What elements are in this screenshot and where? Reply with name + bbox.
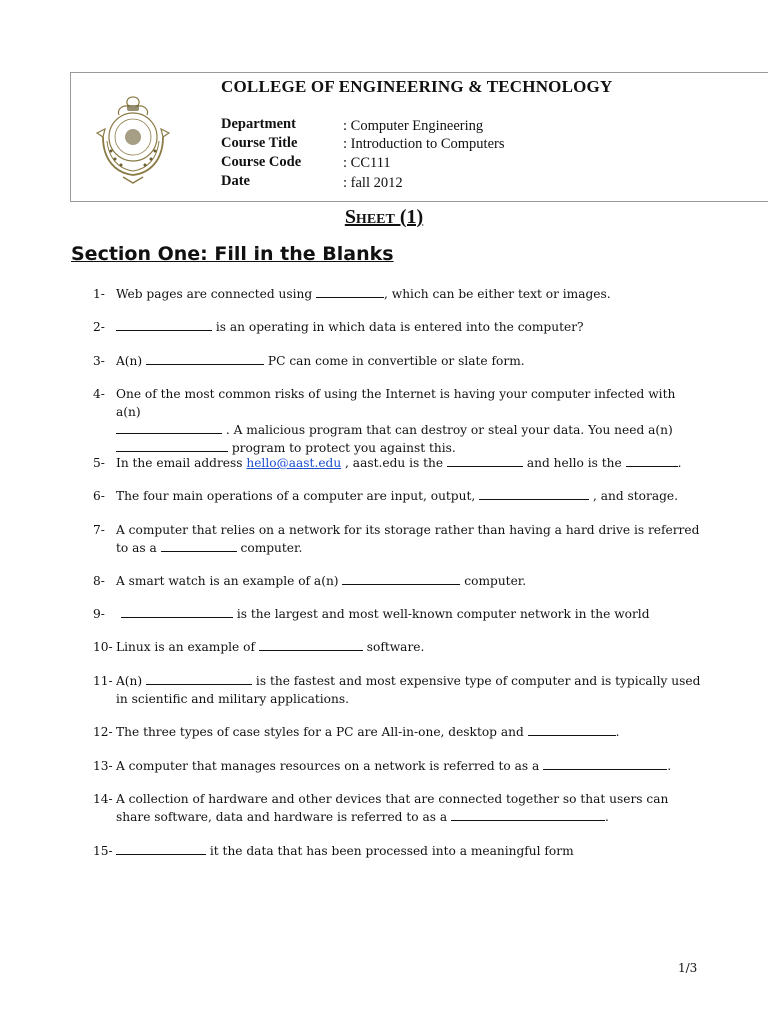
- question-14: [93, 790, 703, 826]
- sheet-title: Sheet (1): [344, 206, 424, 228]
- question-text: .: [605, 810, 609, 824]
- question-2: [93, 318, 703, 336]
- question-number: 12-: [93, 725, 113, 739]
- answer-blank[interactable]: [447, 455, 523, 467]
- question-text: A smart watch is an example of a(n): [116, 574, 343, 588]
- question-number: 3-: [93, 354, 105, 368]
- answer-blank[interactable]: [146, 673, 252, 685]
- question-text: A collection of hardware and other devices that are connected together so that users can share software, data and hardware is referred to as a: [116, 792, 669, 824]
- question-text: computer.: [460, 574, 527, 588]
- question-number: 4-: [93, 387, 105, 401]
- question-text: , and storage.: [589, 489, 678, 503]
- answer-blank[interactable]: [161, 540, 237, 552]
- question-text: .: [677, 456, 682, 470]
- question-text: The three types of case styles for a PC are All-in-one, desktop and: [116, 725, 528, 739]
- answer-blank[interactable]: [316, 286, 384, 298]
- header-box: [70, 72, 768, 202]
- meta-value: : fall 2012: [343, 175, 403, 191]
- page-number: 1/3: [678, 961, 698, 975]
- question-number: 9-: [93, 607, 105, 621]
- answer-blank[interactable]: [116, 440, 228, 452]
- answer-blank[interactable]: [626, 455, 678, 467]
- question-number: 6-: [93, 489, 105, 503]
- academy-seal-logo: [93, 93, 173, 185]
- answer-blank[interactable]: [121, 606, 233, 618]
- question-text: Web pages are connected using: [116, 287, 317, 301]
- section-title: Section One: Fill in the Blanks: [71, 243, 394, 265]
- question-text: , aast.edu is the: [341, 456, 447, 470]
- answer-blank[interactable]: [116, 843, 206, 855]
- question-4: [93, 385, 703, 457]
- question-text: A computer that relies on a network for its storage rather than having a hard drive is referred to as a: [116, 523, 700, 555]
- meta-label: Course Code: [221, 154, 302, 170]
- question-number: 10-: [93, 640, 113, 654]
- question-15: [93, 842, 703, 860]
- question-text: is an operating in which data is entered into the computer?: [212, 320, 584, 334]
- question-text: computer.: [236, 541, 303, 555]
- question-11: [93, 672, 703, 708]
- question-text: A computer that manages resources on a network is referred to as a: [116, 759, 544, 773]
- question-number: 7-: [93, 523, 105, 537]
- question-1: [93, 285, 703, 303]
- answer-blank[interactable]: [543, 758, 667, 770]
- question-text: software.: [362, 640, 425, 654]
- question-6: [93, 487, 703, 505]
- meta-value: : Introduction to Computers: [343, 136, 505, 152]
- question-text: it the data that has been processed into a meaningful form: [206, 844, 574, 858]
- question-12: [93, 723, 703, 741]
- question-text: .: [615, 725, 620, 739]
- question-9: [93, 605, 703, 623]
- meta-value: : Computer Engineering: [343, 118, 484, 134]
- answer-blank[interactable]: [479, 488, 589, 500]
- question-text: . A malicious program that can destroy or steal your data. You need a(n): [222, 423, 673, 437]
- question-number: 2-: [93, 320, 105, 334]
- question-text: The four main operations of a computer are input, output,: [116, 489, 480, 503]
- question-number: 1-: [93, 287, 105, 301]
- meta-label: Date: [221, 173, 250, 189]
- question-text: A(n): [116, 354, 147, 368]
- answer-blank[interactable]: [116, 319, 212, 331]
- meta-label: Course Title: [221, 135, 298, 151]
- question-text: , which can be either text or images.: [384, 287, 611, 301]
- question-text: is the fastest and most expensive type of computer and is typically used in scientific and military applications.: [116, 674, 701, 706]
- question-8: [93, 572, 703, 590]
- question-10: [93, 638, 703, 656]
- question-text: One of the most common risks of using the Internet is having your computer infected with a(n): [116, 387, 676, 419]
- answer-blank[interactable]: [451, 809, 605, 821]
- answer-blank[interactable]: [342, 573, 460, 585]
- question-number: 5-: [93, 456, 105, 470]
- question-5: [93, 454, 703, 472]
- question-text: .: [667, 759, 672, 773]
- question-text: PC can come in convertible or slate form.: [264, 354, 525, 368]
- question-number: 15-: [93, 844, 113, 858]
- question-text: program to protect you against this.: [228, 441, 456, 455]
- college-name: COLLEGE OF ENGINEERING & TECHNOLOGY: [221, 77, 613, 96]
- question-text: and hello is the: [522, 456, 626, 470]
- question-text: A(n): [116, 674, 147, 688]
- question-7: [93, 521, 703, 557]
- question-3: [93, 352, 703, 370]
- question-number: 13-: [93, 759, 113, 773]
- question-text: is the largest and most well-known computer network in the world: [233, 607, 650, 621]
- meta-value: : CC111: [343, 155, 391, 171]
- question-text: In the email address: [116, 456, 247, 470]
- answer-blank[interactable]: [528, 724, 616, 736]
- answer-blank[interactable]: [259, 639, 363, 651]
- meta-label: Department: [221, 116, 296, 132]
- answer-blank[interactable]: [146, 353, 264, 365]
- question-number: 8-: [93, 574, 105, 588]
- question-number: 11-: [93, 674, 113, 688]
- question-text: Linux is an example of: [116, 640, 259, 654]
- email-link[interactable]: hello@aast.edu: [246, 456, 342, 470]
- question-number: 14-: [93, 792, 113, 806]
- question-13: [93, 757, 703, 775]
- answer-blank[interactable]: [116, 422, 222, 434]
